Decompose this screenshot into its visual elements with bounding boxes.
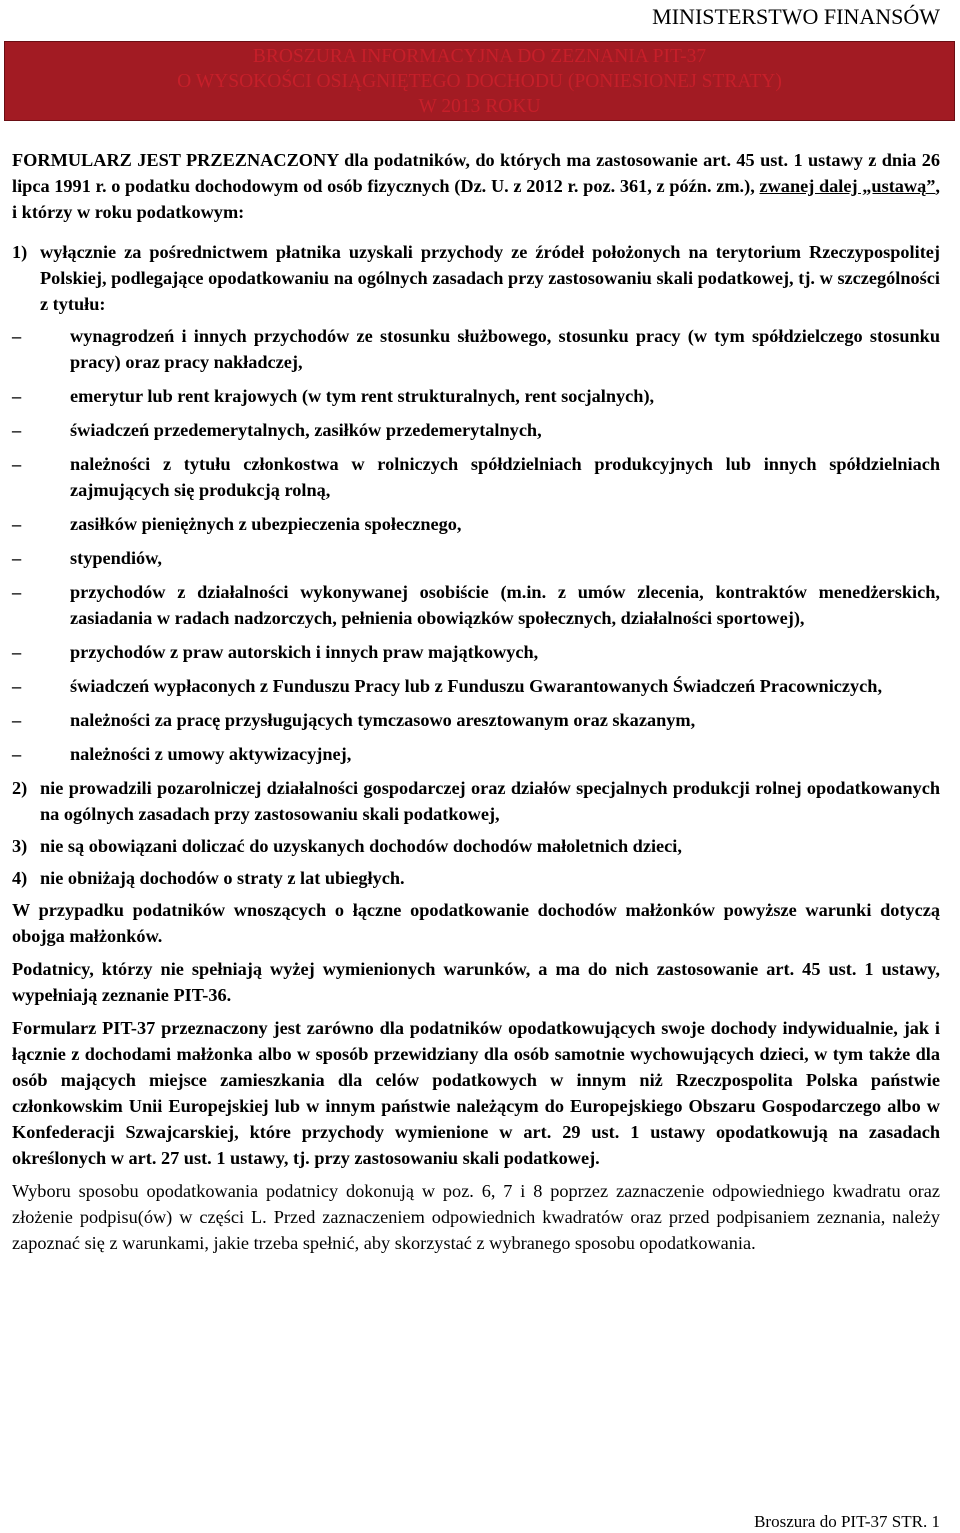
page-footer: Broszura do PIT-37 STR. 1: [754, 1512, 940, 1531]
condition-number: 2): [12, 778, 28, 798]
spouses-paragraph: W przypadku podatników wnoszących o łączne opodatkowanie dochodów małżonków powyższe warunki dotyczą obojga małżonków.: [12, 900, 940, 946]
list-item: [12, 707, 940, 733]
dash-bullet: –: [12, 744, 22, 764]
pit36-paragraph: Podatnicy, którzy nie spełniają wyżej wymienionych warunków, a ma do nich zastosowanie art. 45 ust. 1 ustawy, wypełniają zeznanie PIT-36.: [12, 959, 940, 1005]
list-item-text: zasiłków pieniężnych z ubezpieczenia społecznego,: [70, 514, 462, 534]
condition-3: [12, 833, 940, 859]
pit37-scope-paragraph: Formularz PIT-37 przeznaczony jest zarówno dla podatników opodatkowujących swoje dochody indywidualnie, jak i łącznie z dochodami małżonka albo w sposób przewidziany dla osób samotnie wychowujących dzieci, w tym także dla osób mających miejsce zamieszkania dla celów podatkowych w innym niż Rzeczpospolita Polska państwie członkowskim Unii Europejskiej lub w innym państwie należącym do Europejskiego Obszaru Gospodarczego albo w Konfederacji Szwajcarskiej, które przychody wymienione w art. 29 ust. 1 ustawy opodatkowują na zasadach określonych w art. 27 ust. 1 ustawy, tj. przy zastosowaniu skali podatkowej.: [12, 1018, 940, 1168]
condition-number: 3): [12, 836, 28, 856]
list-item: [12, 511, 940, 537]
intro-text-b: , i którzy w roku podatkowym:: [12, 176, 940, 222]
list-item: [12, 579, 940, 631]
list-item: [12, 673, 940, 699]
list-item-text: przychodów z praw autorskich i innych praw majątkowych,: [70, 642, 539, 662]
dash-bullet: –: [12, 420, 22, 440]
intro-underlined: zwanej dalej „ustawą”: [759, 176, 936, 196]
list-item: [12, 741, 940, 767]
banner-line-3: W 2013 ROKU: [418, 96, 541, 117]
dash-bullet: –: [12, 454, 22, 474]
intro-text-a: FORMULARZ JEST PRZEZNACZONY dla podatników, do których ma zastosowanie art. 45 ust. 1 ustawy z dnia 26 lipca 1991 r. o podatku dochodowym od osób fizycznych (Dz. U. z 2012 r. poz. 361, z późn. zm.),: [12, 150, 940, 196]
condition-2: [12, 775, 940, 827]
banner-line-1: BROSZURA INFORMACYJNA DO ZEZNANIA PIT-37: [252, 46, 707, 67]
dash-bullet: –: [12, 676, 22, 696]
taxation-method-paragraph: Wyboru sposobu opodatkowania podatnicy dokonują w poz. 6, 7 i 8 poprzez zaznaczenie odpowiedniego kwadratu oraz złożenie podpisu(ów) w części L. Przed zaznaczeniem odpowiednich kwadratów oraz przed podpisaniem zeznania, należy zapoznać się z warunkami, jakie trzeba spełnić, aby skorzystać z wybranego sposobu opodatkowania.: [12, 1181, 940, 1253]
dash-bullet: –: [12, 548, 22, 568]
dash-bullet: –: [12, 326, 22, 346]
list-item-text: emerytur lub rent krajowych (w tym rent strukturalnych, rent socjalnych),: [70, 386, 655, 406]
document-body: [12, 147, 940, 1263]
ministry-name: MINISTERSTWO FINANSÓW: [652, 4, 940, 29]
condition-text: wyłącznie za pośrednictwem płatnika uzyskali przychody ze źródeł położonych na terytorium Rzeczypospolitej Polskiej, podlegające opodatkowaniu na ogólnych zasadach przy zastosowaniu skali podatkowej, tj. w szczególności z tytułu:: [40, 242, 940, 314]
condition-number: 1): [12, 242, 28, 262]
condition-1: [12, 239, 940, 317]
dash-bullet: –: [12, 386, 22, 406]
title-banner: [4, 41, 955, 121]
list-item-text: świadczeń przedemerytalnych, zasiłków przedemerytalnych,: [70, 420, 542, 440]
condition-text: nie obniżają dochodów o straty z lat ubiegłych.: [40, 868, 405, 888]
list-item: [12, 323, 940, 375]
list-item: [12, 383, 940, 409]
condition-text: nie prowadzili pozarolniczej działalności gospodarczej oraz działów specjalnych produkcji rolnej opodatkowanych na ogólnych zasadach przy zastosowaniu skali podatkowej,: [40, 778, 940, 824]
list-item-text: świadczeń wypłaconych z Funduszu Pracy lub z Funduszu Gwarantowanych Świadczeń Pracowniczych,: [70, 676, 883, 696]
list-item-text: należności z tytułu członkostwa w rolniczych spółdzielniach produkcyjnych lub innych spółdzielniach zajmujących się produkcją rolną,: [70, 454, 940, 500]
list-item: [12, 451, 940, 503]
list-item: [12, 545, 940, 571]
income-type-list: [12, 323, 940, 767]
list-item-text: stypendiów,: [70, 548, 162, 568]
condition-text: nie są obowiązani doliczać do uzyskanych dochodów dochodów małoletnich dzieci,: [40, 836, 682, 856]
condition-number: 4): [12, 868, 28, 888]
list-item-text: należności z umowy aktywizacyjnej,: [70, 744, 352, 764]
dash-bullet: –: [12, 710, 22, 730]
dash-bullet: –: [12, 514, 22, 534]
banner-line-2: O WYSOKOŚCI OSIĄGNIĘTEGO DOCHODU (PONIESIONEJ STRATY): [177, 71, 782, 92]
list-item-text: przychodów z działalności wykonywanej osobiście (m.in. z umów zlecenia, kontraktów menedżerskich, zasiadania w radach nadzorczych, pełnienia obowiązków społecznych, działalności sportowej),: [70, 582, 940, 628]
dash-bullet: –: [12, 642, 22, 662]
intro-paragraph: [12, 147, 940, 225]
condition-4: [12, 865, 940, 891]
list-item: [12, 639, 940, 665]
list-item: [12, 417, 940, 443]
list-item-text: należności za pracę przysługujących tymczasowo aresztowanym oraz skazanym,: [70, 710, 696, 730]
list-item-text: wynagrodzeń i innych przychodów ze stosunku służbowego, stosunku pracy (w tym spółdzielczego stosunku pracy) oraz pracy nakładczej,: [70, 326, 940, 372]
dash-bullet: –: [12, 582, 22, 602]
